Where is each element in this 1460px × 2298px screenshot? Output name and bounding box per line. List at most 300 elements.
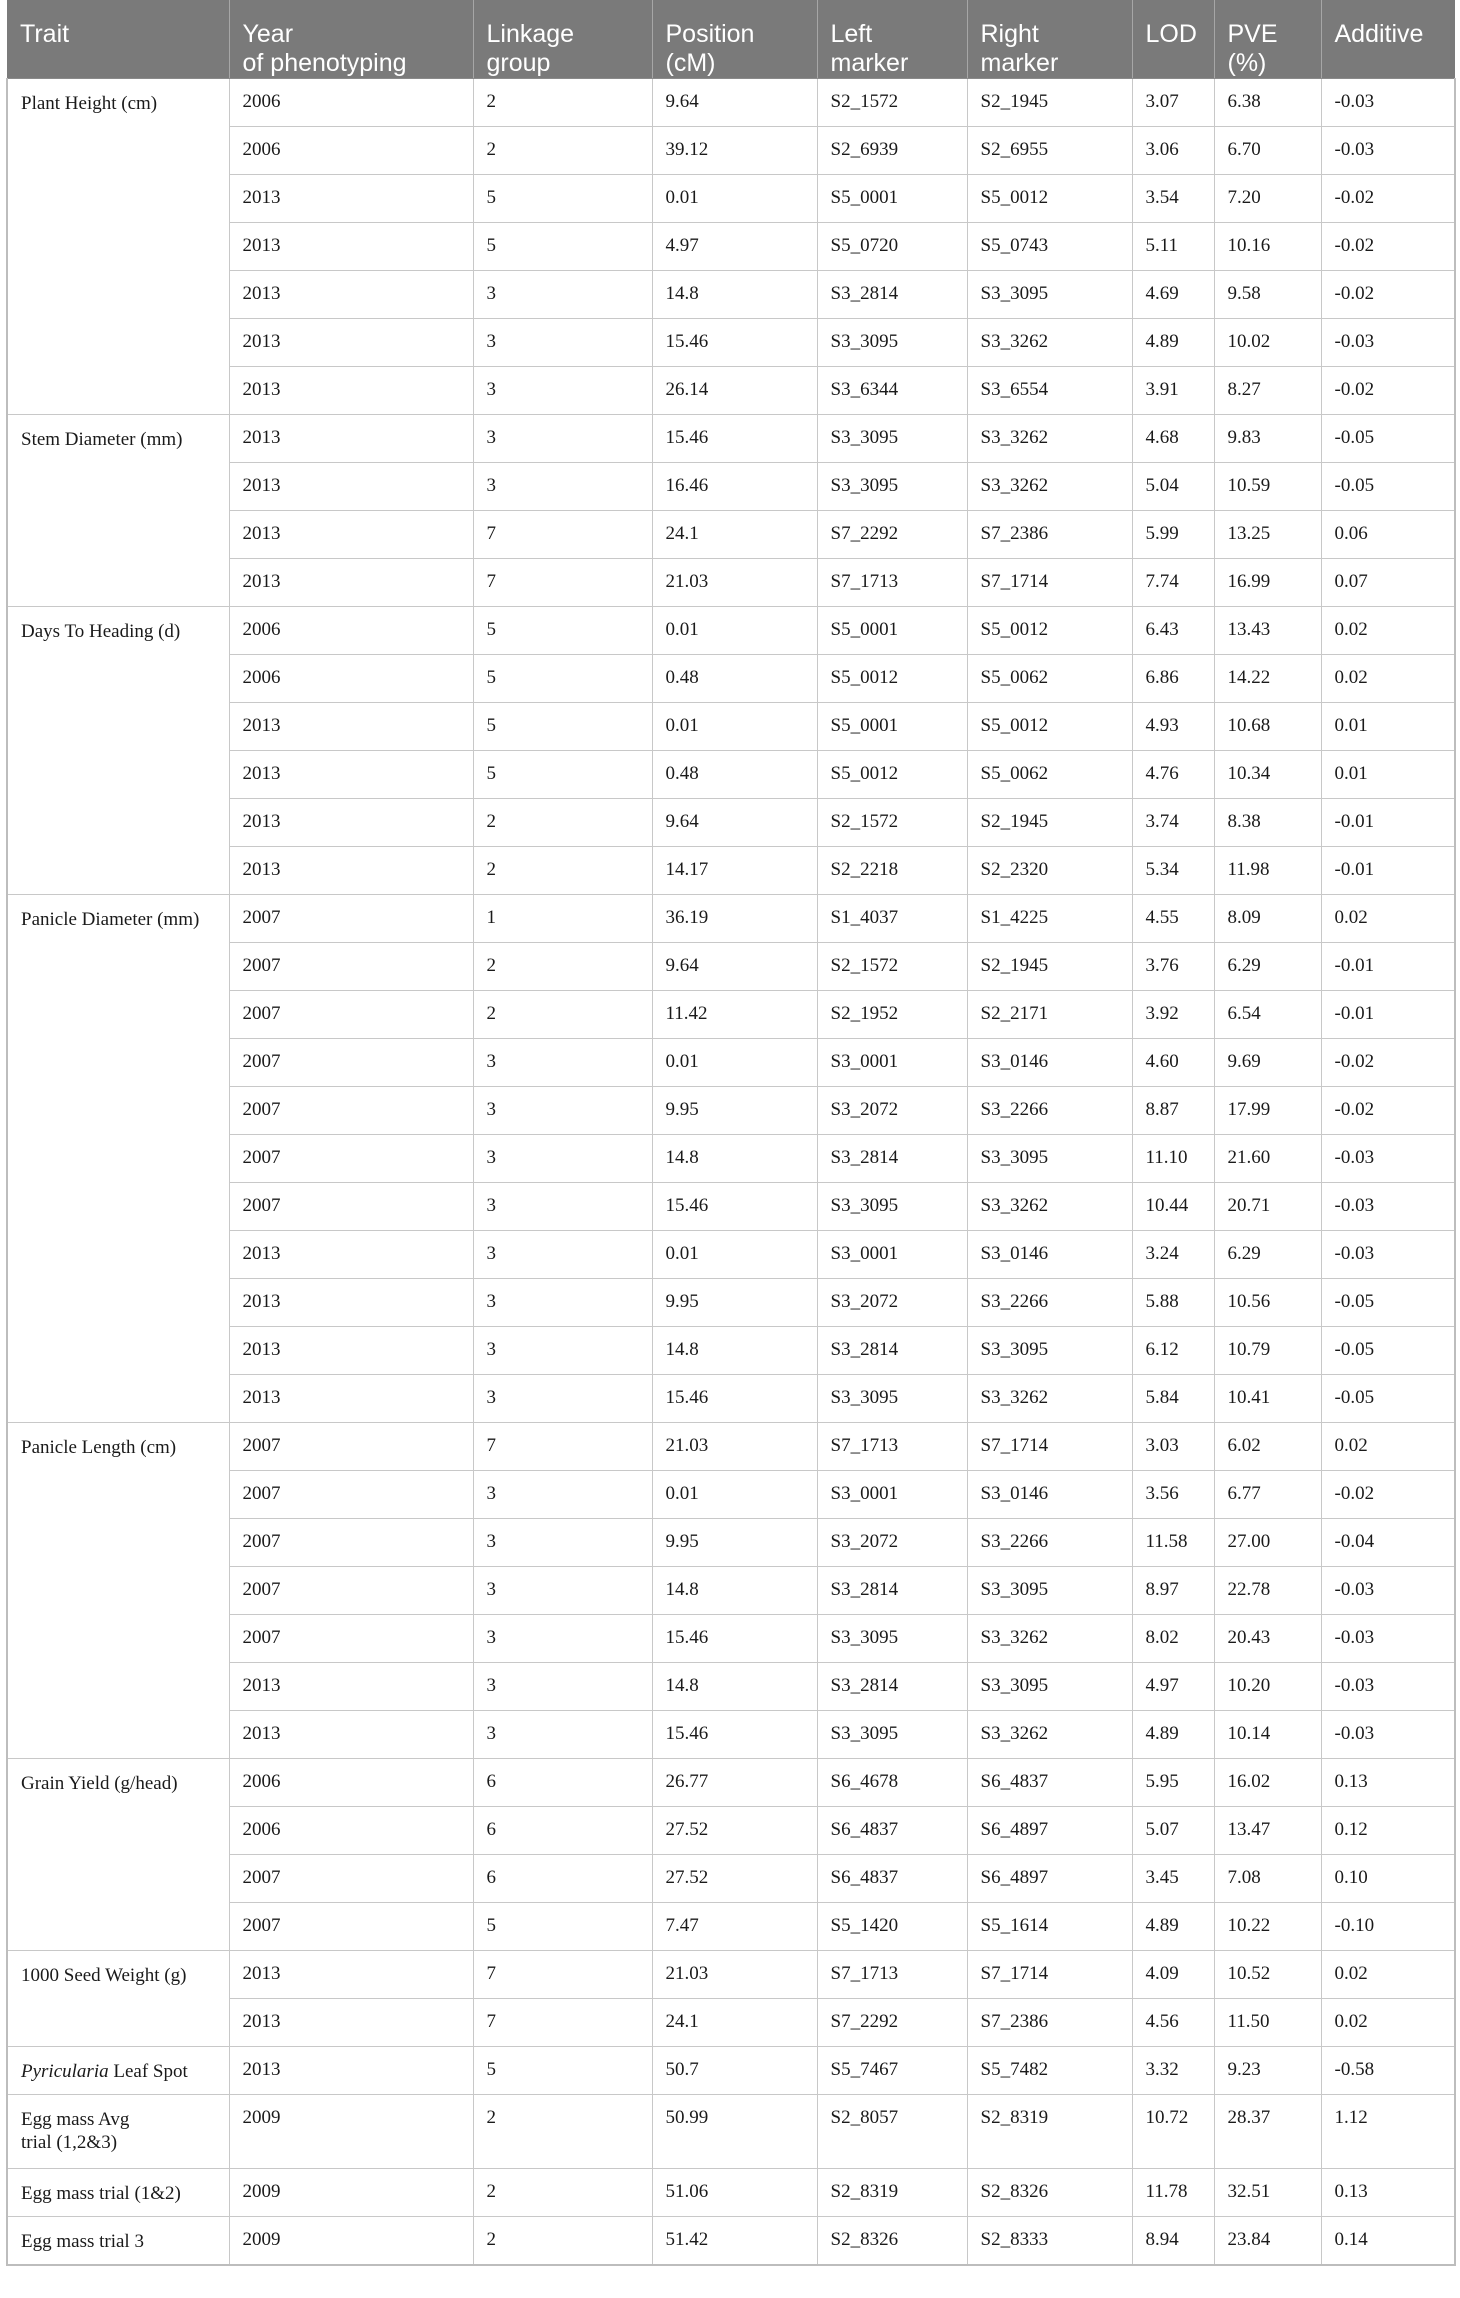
lod-cell: 4.60	[1132, 1039, 1214, 1087]
position-cell: 15.46	[652, 1375, 817, 1423]
lod-cell: 3.74	[1132, 799, 1214, 847]
pve-cell: 23.84	[1214, 2217, 1321, 2265]
right-marker-cell: S3_3262	[967, 319, 1132, 367]
right-marker-cell: S3_3262	[967, 463, 1132, 511]
pve-cell: 10.16	[1214, 223, 1321, 271]
linkage-group-cell: 5	[473, 607, 652, 655]
pve-cell: 11.50	[1214, 1999, 1321, 2047]
right-marker-cell: S3_3095	[967, 271, 1132, 319]
left-marker-cell: S7_1713	[817, 559, 967, 607]
position-cell: 27.52	[652, 1807, 817, 1855]
pve-cell: 9.58	[1214, 271, 1321, 319]
linkage-group-cell: 3	[473, 271, 652, 319]
year-cell: 2007	[229, 895, 473, 943]
lod-cell: 5.84	[1132, 1375, 1214, 1423]
additive-cell: 0.06	[1321, 511, 1455, 559]
left-marker-cell: S7_2292	[817, 1999, 967, 2047]
right-marker-cell: S5_0062	[967, 655, 1132, 703]
header-trait: Trait	[7, 0, 229, 79]
additive-cell: 0.02	[1321, 895, 1455, 943]
position-cell: 27.52	[652, 1855, 817, 1903]
pve-cell: 27.00	[1214, 1519, 1321, 1567]
additive-cell: -0.03	[1321, 1231, 1455, 1279]
position-cell: 51.06	[652, 2169, 817, 2217]
pve-cell: 9.83	[1214, 415, 1321, 463]
position-cell: 15.46	[652, 1615, 817, 1663]
left-marker-cell: S2_1572	[817, 799, 967, 847]
left-marker-cell: S5_7467	[817, 2047, 967, 2095]
linkage-group-cell: 3	[473, 1711, 652, 1759]
position-cell: 21.03	[652, 1423, 817, 1471]
additive-cell: -0.02	[1321, 175, 1455, 223]
left-marker-cell: S3_2814	[817, 1567, 967, 1615]
position-cell: 24.1	[652, 1999, 817, 2047]
additive-cell: 0.02	[1321, 1951, 1455, 1999]
additive-cell: -0.05	[1321, 1279, 1455, 1327]
left-marker-cell: S2_1572	[817, 943, 967, 991]
year-cell: 2006	[229, 127, 473, 175]
position-cell: 9.95	[652, 1087, 817, 1135]
additive-cell: 1.12	[1321, 2095, 1455, 2169]
right-marker-cell: S5_0062	[967, 751, 1132, 799]
position-cell: 9.95	[652, 1519, 817, 1567]
pve-cell: 11.98	[1214, 847, 1321, 895]
pve-cell: 6.38	[1214, 79, 1321, 127]
right-marker-cell: S3_3262	[967, 415, 1132, 463]
lod-cell: 5.95	[1132, 1759, 1214, 1807]
lod-cell: 6.86	[1132, 655, 1214, 703]
additive-cell: -0.58	[1321, 2047, 1455, 2095]
linkage-group-cell: 3	[473, 1663, 652, 1711]
year-cell: 2013	[229, 2047, 473, 2095]
linkage-group-cell: 3	[473, 1567, 652, 1615]
position-cell: 9.64	[652, 79, 817, 127]
position-cell: 14.8	[652, 1663, 817, 1711]
linkage-group-cell: 2	[473, 943, 652, 991]
position-cell: 36.19	[652, 895, 817, 943]
additive-cell: 0.02	[1321, 1423, 1455, 1471]
lod-cell: 3.07	[1132, 79, 1214, 127]
right-marker-cell: S5_0743	[967, 223, 1132, 271]
left-marker-cell: S3_0001	[817, 1039, 967, 1087]
trait-italic-name: Pyricularia	[21, 2061, 109, 2082]
position-cell: 26.14	[652, 367, 817, 415]
lod-cell: 5.88	[1132, 1279, 1214, 1327]
additive-cell: -0.02	[1321, 1471, 1455, 1519]
year-cell: 2006	[229, 79, 473, 127]
right-marker-cell: S3_3262	[967, 1615, 1132, 1663]
left-marker-cell: S3_2072	[817, 1279, 967, 1327]
right-marker-cell: S5_7482	[967, 2047, 1132, 2095]
year-cell: 2006	[229, 607, 473, 655]
linkage-group-cell: 5	[473, 751, 652, 799]
linkage-group-cell: 3	[473, 367, 652, 415]
additive-cell: -0.03	[1321, 319, 1455, 367]
lod-cell: 5.07	[1132, 1807, 1214, 1855]
right-marker-cell: S5_0012	[967, 607, 1132, 655]
left-marker-cell: S7_1713	[817, 1951, 967, 1999]
linkage-group-cell: 7	[473, 559, 652, 607]
linkage-group-cell: 7	[473, 1999, 652, 2047]
lod-cell: 3.45	[1132, 1855, 1214, 1903]
position-cell: 14.17	[652, 847, 817, 895]
left-marker-cell: S5_0001	[817, 607, 967, 655]
left-marker-cell: S2_2218	[817, 847, 967, 895]
left-marker-cell: S3_3095	[817, 319, 967, 367]
position-cell: 0.01	[652, 703, 817, 751]
header-row	[7, 0, 1455, 79]
additive-cell: -0.05	[1321, 1375, 1455, 1423]
lod-cell: 8.02	[1132, 1615, 1214, 1663]
position-cell: 15.46	[652, 1183, 817, 1231]
pve-cell: 14.22	[1214, 655, 1321, 703]
right-marker-cell: S2_2171	[967, 991, 1132, 1039]
linkage-group-cell: 3	[473, 1375, 652, 1423]
left-marker-cell: S3_2072	[817, 1519, 967, 1567]
header-position: Position (cM)	[652, 0, 817, 79]
right-marker-cell: S6_4897	[967, 1807, 1132, 1855]
right-marker-cell: S5_0012	[967, 703, 1132, 751]
position-cell: 0.01	[652, 607, 817, 655]
additive-cell: 0.12	[1321, 1807, 1455, 1855]
additive-cell: -0.01	[1321, 943, 1455, 991]
table-row	[7, 2169, 1455, 2217]
right-marker-cell: S2_8333	[967, 2217, 1132, 2265]
pve-cell: 10.41	[1214, 1375, 1321, 1423]
lod-cell: 3.56	[1132, 1471, 1214, 1519]
year-cell: 2007	[229, 943, 473, 991]
year-cell: 2013	[229, 319, 473, 367]
year-cell: 2007	[229, 1087, 473, 1135]
position-cell: 9.64	[652, 799, 817, 847]
qtl-results-table	[6, 0, 1456, 2266]
right-marker-cell: S2_1945	[967, 799, 1132, 847]
pve-cell: 10.02	[1214, 319, 1321, 367]
position-cell: 15.46	[652, 415, 817, 463]
header-additive: Additive	[1321, 0, 1455, 79]
year-cell: 2007	[229, 1567, 473, 1615]
left-marker-cell: S3_0001	[817, 1471, 967, 1519]
left-marker-cell: S5_0001	[817, 175, 967, 223]
position-cell: 26.77	[652, 1759, 817, 1807]
lod-cell: 3.06	[1132, 127, 1214, 175]
right-marker-cell: S3_0146	[967, 1039, 1132, 1087]
lod-cell: 10.72	[1132, 2095, 1214, 2169]
position-cell: 14.8	[652, 1135, 817, 1183]
left-marker-cell: S3_2814	[817, 1135, 967, 1183]
trait-name: Leaf Spot	[113, 2061, 188, 2082]
position-cell: 9.64	[652, 943, 817, 991]
left-marker-cell: S5_1420	[817, 1903, 967, 1951]
right-marker-cell: S7_2386	[967, 1999, 1132, 2047]
header-lod: LOD	[1132, 0, 1214, 79]
pve-cell: 6.77	[1214, 1471, 1321, 1519]
right-marker-cell: S3_2266	[967, 1087, 1132, 1135]
lod-cell: 4.89	[1132, 1903, 1214, 1951]
right-marker-cell: S5_1614	[967, 1903, 1132, 1951]
year-cell: 2013	[229, 1663, 473, 1711]
linkage-group-cell: 2	[473, 2169, 652, 2217]
additive-cell: -0.02	[1321, 223, 1455, 271]
table-row	[7, 2217, 1455, 2265]
trait-cell	[7, 2169, 229, 2217]
year-cell: 2007	[229, 1039, 473, 1087]
year-cell: 2013	[229, 511, 473, 559]
lod-cell: 4.56	[1132, 1999, 1214, 2047]
additive-cell: -0.03	[1321, 1711, 1455, 1759]
trait-name: Stem Diameter (mm)	[21, 429, 183, 450]
right-marker-cell: S3_3262	[967, 1183, 1132, 1231]
year-cell: 2013	[229, 1951, 473, 1999]
left-marker-cell: S3_3095	[817, 1615, 967, 1663]
table-row	[7, 1759, 1455, 1807]
position-cell: 15.46	[652, 1711, 817, 1759]
position-cell: 0.01	[652, 1039, 817, 1087]
linkage-group-cell: 2	[473, 799, 652, 847]
position-cell: 21.03	[652, 559, 817, 607]
trait-name: Grain Yield (g/head)	[21, 1773, 178, 1794]
position-cell: 16.46	[652, 463, 817, 511]
lod-cell: 5.34	[1132, 847, 1214, 895]
right-marker-cell: S3_6554	[967, 367, 1132, 415]
additive-cell: -0.02	[1321, 271, 1455, 319]
additive-cell: -0.05	[1321, 463, 1455, 511]
linkage-group-cell: 3	[473, 1183, 652, 1231]
additive-cell: -0.03	[1321, 1615, 1455, 1663]
left-marker-cell: S3_3095	[817, 463, 967, 511]
table-row	[7, 1951, 1455, 1999]
trait-line: Egg mass Avg	[21, 2109, 130, 2130]
linkage-group-cell: 7	[473, 1423, 652, 1471]
table-row	[7, 2095, 1455, 2169]
year-cell: 2013	[229, 271, 473, 319]
linkage-group-cell: 6	[473, 1759, 652, 1807]
left-marker-cell: S1_4037	[817, 895, 967, 943]
year-cell: 2013	[229, 703, 473, 751]
right-marker-cell: S2_8319	[967, 2095, 1132, 2169]
linkage-group-cell: 3	[473, 1135, 652, 1183]
additive-cell: 0.01	[1321, 703, 1455, 751]
year-cell: 2007	[229, 1183, 473, 1231]
pve-cell: 17.99	[1214, 1087, 1321, 1135]
additive-cell: -0.03	[1321, 127, 1455, 175]
year-cell: 2007	[229, 1423, 473, 1471]
right-marker-cell: S2_8326	[967, 2169, 1132, 2217]
year-cell: 2007	[229, 1519, 473, 1567]
left-marker-cell: S2_8057	[817, 2095, 967, 2169]
left-marker-cell: S3_3095	[817, 1711, 967, 1759]
additive-cell: -0.03	[1321, 79, 1455, 127]
position-cell: 14.8	[652, 1327, 817, 1375]
position-cell: 0.01	[652, 1471, 817, 1519]
position-cell: 7.47	[652, 1903, 817, 1951]
linkage-group-cell: 3	[473, 1279, 652, 1327]
pve-cell: 13.43	[1214, 607, 1321, 655]
year-cell: 2013	[229, 463, 473, 511]
pve-cell: 8.38	[1214, 799, 1321, 847]
left-marker-cell: S3_3095	[817, 1375, 967, 1423]
linkage-group-cell: 3	[473, 1327, 652, 1375]
position-cell: 4.97	[652, 223, 817, 271]
trait-name: Panicle Length (cm)	[21, 1437, 177, 1458]
additive-cell: -0.10	[1321, 1903, 1455, 1951]
year-cell: 2009	[229, 2095, 473, 2169]
trait-cell	[7, 1951, 229, 2047]
linkage-group-cell: 7	[473, 511, 652, 559]
additive-cell: -0.02	[1321, 1039, 1455, 1087]
trait-name: Egg mass trial 3	[21, 2231, 144, 2252]
pve-cell: 13.25	[1214, 511, 1321, 559]
header-linkage-group: Linkage group	[473, 0, 652, 79]
lod-cell: 4.69	[1132, 271, 1214, 319]
year-cell: 2013	[229, 367, 473, 415]
linkage-group-cell: 3	[473, 415, 652, 463]
year-cell: 2013	[229, 559, 473, 607]
linkage-group-cell: 3	[473, 1615, 652, 1663]
position-cell: 0.48	[652, 751, 817, 799]
lod-cell: 5.11	[1132, 223, 1214, 271]
lod-cell: 4.68	[1132, 415, 1214, 463]
year-cell: 2007	[229, 1615, 473, 1663]
lod-cell: 3.24	[1132, 1231, 1214, 1279]
pve-cell: 16.02	[1214, 1759, 1321, 1807]
linkage-group-cell: 6	[473, 1807, 652, 1855]
linkage-group-cell: 3	[473, 319, 652, 367]
pve-cell: 21.60	[1214, 1135, 1321, 1183]
additive-cell: -0.05	[1321, 415, 1455, 463]
additive-cell: -0.02	[1321, 1087, 1455, 1135]
position-cell: 15.46	[652, 319, 817, 367]
year-cell: 2007	[229, 1135, 473, 1183]
year-cell: 2013	[229, 1711, 473, 1759]
additive-cell: 0.01	[1321, 751, 1455, 799]
lod-cell: 8.94	[1132, 2217, 1214, 2265]
lod-cell: 8.97	[1132, 1567, 1214, 1615]
year-cell: 2009	[229, 2169, 473, 2217]
year-cell: 2013	[229, 1231, 473, 1279]
left-marker-cell: S3_2814	[817, 1327, 967, 1375]
left-marker-cell: S3_3095	[817, 1183, 967, 1231]
position-cell: 14.8	[652, 271, 817, 319]
lod-cell: 4.76	[1132, 751, 1214, 799]
right-marker-cell: S3_3095	[967, 1327, 1132, 1375]
right-marker-cell: S7_1714	[967, 1951, 1132, 1999]
left-marker-cell: S3_6344	[817, 367, 967, 415]
additive-cell: -0.04	[1321, 1519, 1455, 1567]
left-marker-cell: S6_4837	[817, 1855, 967, 1903]
table-row	[7, 607, 1455, 655]
linkage-group-cell: 5	[473, 655, 652, 703]
year-cell: 2013	[229, 415, 473, 463]
lod-cell: 6.43	[1132, 607, 1214, 655]
pve-cell: 10.59	[1214, 463, 1321, 511]
left-marker-cell: S6_4837	[817, 1807, 967, 1855]
additive-cell: 0.13	[1321, 1759, 1455, 1807]
trait-cell	[7, 2047, 229, 2095]
linkage-group-cell: 3	[473, 1519, 652, 1567]
pve-cell: 28.37	[1214, 2095, 1321, 2169]
table-row	[7, 1423, 1455, 1471]
year-cell: 2013	[229, 847, 473, 895]
right-marker-cell: S3_3262	[967, 1711, 1132, 1759]
pve-cell: 10.20	[1214, 1663, 1321, 1711]
year-cell: 2007	[229, 991, 473, 1039]
left-marker-cell: S2_6939	[817, 127, 967, 175]
left-marker-cell: S3_3095	[817, 415, 967, 463]
trait-line: trial (1,2&3)	[21, 2132, 118, 2153]
pve-cell: 6.70	[1214, 127, 1321, 175]
pve-cell: 10.52	[1214, 1951, 1321, 1999]
right-marker-cell: S7_2386	[967, 511, 1132, 559]
header-year: Year of phenotyping	[229, 0, 473, 79]
table-row	[7, 2047, 1455, 2095]
additive-cell: -0.01	[1321, 847, 1455, 895]
table-row	[7, 79, 1455, 127]
linkage-group-cell: 2	[473, 2095, 652, 2169]
linkage-group-cell: 5	[473, 703, 652, 751]
right-marker-cell: S5_0012	[967, 175, 1132, 223]
pve-cell: 7.08	[1214, 1855, 1321, 1903]
additive-cell: 0.02	[1321, 607, 1455, 655]
left-marker-cell: S5_0001	[817, 703, 967, 751]
year-cell: 2006	[229, 1807, 473, 1855]
position-cell: 50.99	[652, 2095, 817, 2169]
right-marker-cell: S3_2266	[967, 1519, 1132, 1567]
year-cell: 2013	[229, 1375, 473, 1423]
additive-cell: -0.03	[1321, 1183, 1455, 1231]
linkage-group-cell: 5	[473, 223, 652, 271]
pve-cell: 6.54	[1214, 991, 1321, 1039]
trait-cell	[7, 415, 229, 607]
right-marker-cell: S2_6955	[967, 127, 1132, 175]
position-cell: 50.7	[652, 2047, 817, 2095]
lod-cell: 4.97	[1132, 1663, 1214, 1711]
right-marker-cell: S1_4225	[967, 895, 1132, 943]
left-marker-cell: S5_0012	[817, 655, 967, 703]
pve-cell: 10.14	[1214, 1711, 1321, 1759]
pve-cell: 10.79	[1214, 1327, 1321, 1375]
pve-cell: 10.56	[1214, 1279, 1321, 1327]
trait-name: Days To Heading (d)	[21, 621, 181, 642]
position-cell: 51.42	[652, 2217, 817, 2265]
lod-cell: 11.10	[1132, 1135, 1214, 1183]
left-marker-cell: S2_8326	[817, 2217, 967, 2265]
position-cell: 24.1	[652, 511, 817, 559]
left-marker-cell: S2_8319	[817, 2169, 967, 2217]
left-marker-cell: S3_2814	[817, 271, 967, 319]
position-cell: 0.01	[652, 1231, 817, 1279]
pve-cell: 20.43	[1214, 1615, 1321, 1663]
position-cell: 0.01	[652, 175, 817, 223]
year-cell: 2007	[229, 1903, 473, 1951]
lod-cell: 3.76	[1132, 943, 1214, 991]
linkage-group-cell: 2	[473, 2217, 652, 2265]
lod-cell: 4.89	[1132, 1711, 1214, 1759]
lod-cell: 3.54	[1132, 175, 1214, 223]
table-body	[7, 79, 1455, 2265]
left-marker-cell: S3_2814	[817, 1663, 967, 1711]
trait-name: 1000 Seed Weight (g)	[21, 1965, 187, 1986]
year-cell: 2009	[229, 2217, 473, 2265]
pve-cell: 6.02	[1214, 1423, 1321, 1471]
lod-cell: 11.78	[1132, 2169, 1214, 2217]
additive-cell: 0.02	[1321, 655, 1455, 703]
trait-cell	[7, 2095, 229, 2169]
linkage-group-cell: 3	[473, 1087, 652, 1135]
right-marker-cell: S2_1945	[967, 79, 1132, 127]
linkage-group-cell: 5	[473, 175, 652, 223]
left-marker-cell: S2_1572	[817, 79, 967, 127]
